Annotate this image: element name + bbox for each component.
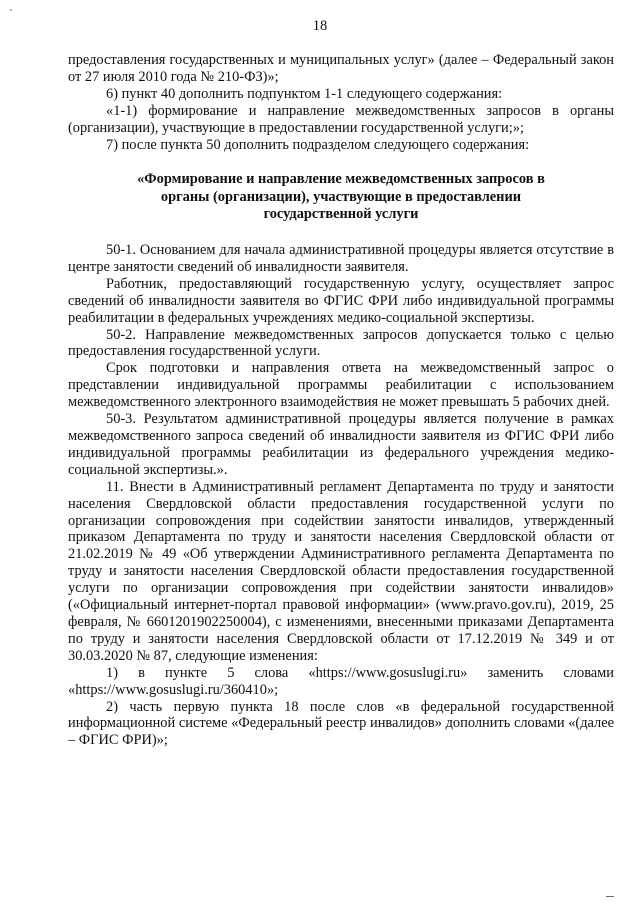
paragraph: «1-1) формирование и направление межведомственных запросов в органы (организации), участвующие в предоставлении государственной услуги;»; bbox=[68, 102, 614, 136]
paragraph: 50-3. Результатом административной процедуры является получение в рамках межведомственного запроса сведений об инвалидности заявителя из ФГИС ФРИ либо индивидуальной программы реабилитации из федерального учреждения медико-социальной экспертизы.». bbox=[68, 411, 614, 478]
document-body bbox=[68, 52, 614, 749]
paragraph: 7) после пункта 50 дополнить подразделом следующего содержания: bbox=[106, 136, 530, 153]
page-number: 18 bbox=[312, 18, 328, 34]
paragraph: 11. Внести в Административный регламент Департамента по труду и занятости населения Свердловской области предоставления государственной услуги по организации сопровождения при содействии занятости инвалидов, утвержденный приказом Департамента по труду и занятости населения Свердловской области от 21.02.2019 № 49 «Об утверждении Административного регламента Департамента по труду и занятости населения Свердловской области предоставления государственной услуги по организации сопровождения при содействии занятости инвалидов» («Официальный интернет-портал правовой информации» (www.pravo.gov.ru), 2019, 25 февраля, № 6601201902250004), с изменениями, внесенными приказами Департамента по труду и занятости населения Свердловской области от 17.12.2019 № 349 и от 30.03.2020 № 87, следующие изменения: bbox=[68, 478, 614, 664]
divider bbox=[606, 896, 614, 897]
scan-mark: ' bbox=[10, 8, 12, 19]
paragraph: Срок подготовки и направления ответа на межведомственный запрос о представлении индивидуальной программы реабилитации с использованием межведомственного электронного взаимодействия не может превышать 5 рабочих дней. bbox=[68, 360, 614, 411]
paragraph: 1) в пункте 5 слова «https://www.gosuslugi.ru» заменить словами «https://www.gosuslugi.ru/360410»; bbox=[68, 664, 614, 698]
paragraph: 50-2. Направление межведомственных запросов допускается только с целью предоставления государственной услуги. bbox=[68, 326, 614, 360]
paragraph: Работник, предоставляющий государственную услугу, осуществляет запрос сведений об инвалидности заявителя во ФГИС ФРИ либо индивидуальной программы реабилитации в федеральных учреждениях медико-социальной экспертизы. bbox=[68, 275, 614, 326]
paragraph: 6) пункт 40 дополнить подпунктом 1-1 следующего содержания: bbox=[106, 85, 503, 102]
paragraph: предоставления государственных и муниципальных услуг» (далее – Федеральный закон от 27 июля 2010 года № 210-ФЗ)»; bbox=[68, 52, 614, 85]
paragraph: 50-1. Основанием для начала административной процедуры является отсутствие в центре занятости сведений об инвалидности заявителя. bbox=[68, 242, 614, 275]
section-heading: «Формирование и направление межведомственных запросов в органы (организации), участвующие в предоставлении государственной услуги bbox=[137, 171, 545, 222]
paragraph: 2) часть первую пункта 18 после слов «в федеральной государственной информационной системе «Федеральный реестр инвалидов» дополнить словами «(далее – ФГИС ФРИ)»; bbox=[68, 698, 614, 749]
